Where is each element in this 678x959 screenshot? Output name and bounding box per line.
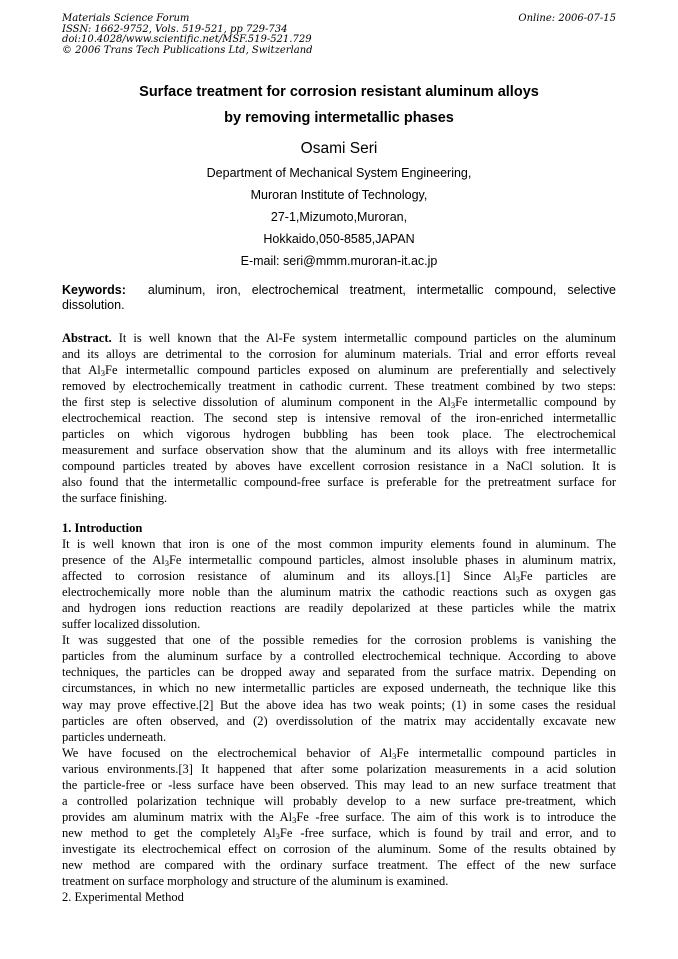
section-heading-experimental-method: 2. Experimental Method: [62, 890, 184, 905]
affiliation-institute: Muroran Institute of Technology,: [250, 188, 428, 202]
intro-line: circumstances, in which no new intermetallic particles are exposed underneath, the technique like this: [62, 681, 616, 696]
author-email[interactable]: E-mail: seri@mmm.muroran-it.ac.jp: [240, 254, 438, 268]
intro-line: particles from the aluminum surface by a controlled electrochemical technique. According to above: [62, 649, 616, 664]
abstract-line: and its alloys are detrimental to the corrosion for aluminum materials. Trial and error efforts reveal: [62, 347, 616, 362]
abstract-line: the first step is selective dissolution of aluminum component in the $Al_3Fe$ intermetallic compound by: [62, 395, 616, 411]
intro-line: electrochemically more noble than the aluminum matrix the cathodic reactions such as oxygen gas: [62, 585, 616, 600]
abstract-label: Abstract.: [62, 331, 112, 345]
intro-line: the particle-free or -less surface have been observed. This may lead to an new surface treatment that: [62, 777, 616, 792]
issn-line: ISSN: 1662-9752, Vols. 519-521, pp 729-734: [62, 23, 288, 35]
intro-line: It is well known that iron is one of the most common impurity elements found in aluminum. The: [62, 537, 616, 552]
abstract-line: that $Al_3Fe$ intermetallic compound particles exposed on aluminum are preferentially and selectively: [62, 363, 616, 379]
intro-line: treatment on surface morphology and structure of the aluminum is examined.: [62, 874, 449, 889]
keywords-label: Keywords:: [62, 283, 126, 297]
journal-header: [62, 14, 616, 56]
doi-line[interactable]: doi:10.4028/www.scientific.net/MSF.519-521.729: [62, 34, 312, 45]
abstract-line: measurement and surface observation show that the aluminum and its alloys with free intermetallic: [62, 443, 616, 458]
intro-line: presence of the $Al_3Fe$ intermetallic compound particles, almost insoluble phases in aluminum matrix,: [62, 553, 616, 569]
intro-line: techniques, the particles can be dropped away and separated from the surface matrix. Depending on: [62, 665, 616, 680]
intro-line: investigate its electrochemical effect on corrosion of the aluminum. Some of the results obtained by: [62, 841, 616, 856]
title-line-1: Surface treatment for corrosion resistant aluminum alloys: [139, 84, 539, 100]
author-name: Osami Seri: [300, 140, 378, 157]
intro-line: new method are compared with the ordinary surface treatment. The effect of the new surface: [62, 857, 616, 872]
intro-line: affected to corrosion resistance of aluminum and its alloys.[1] Since $Al_3Fe$ particles are: [62, 569, 616, 585]
intro-line: provides am aluminum matrix with the $Al_3Fe$ -free surface. The aim of this work is to introduce the: [62, 809, 616, 825]
online-date: Online: 2006-07-15: [518, 13, 616, 24]
intro-line: way may prove effective.[2] But the above idea has two weak points; (1) in some cases the residual: [62, 697, 616, 712]
abstract-line: compound particles treated by aboves have excellent corrosion resistance in a NaCl solution. It is: [62, 459, 616, 474]
introduction-section: [62, 520, 616, 905]
abstract-line: particles on which vigorous hydrogen bubbling has been took place. The electrochemical: [62, 427, 616, 442]
abstract-line: Abstract. It is well known that the Al-Fe system intermetallic compound particles on the aluminum: [62, 331, 616, 345]
abstract-line: removed by electrochemically treatment in cathodic current. These treatment combined by two steps:: [62, 379, 616, 394]
intro-line: We have focused on the electrochemical behavior of $Al_3Fe$ intermetallic compound particles in: [62, 745, 616, 761]
intro-line: particles are often observed, and (2) overdissolution of the matrix may accidentally excavate new: [62, 713, 616, 728]
affiliation-region: Hokkaido,050-8585,JAPAN: [263, 232, 415, 246]
abstract-line: the surface finishing.: [62, 491, 168, 506]
affiliation-department: Department of Mechanical System Engineering,: [206, 166, 472, 180]
abstract: [62, 330, 616, 507]
section-heading-introduction: 1. Introduction: [62, 521, 143, 535]
affiliation: [62, 162, 616, 272]
intro-line: a controlled polarization technique will probably develop to a new surface pre-treatment, which: [62, 793, 616, 808]
title-line-2: by removing intermetallic phases: [224, 110, 454, 126]
journal-name: Materials Science Forum: [62, 13, 190, 24]
keywords: [62, 283, 616, 313]
abstract-line: also found that the intermetallic compound-free surface is preferable for the pretreatment surface for: [62, 475, 616, 490]
copyright-line: © 2006 Trans Tech Publications Ltd, Switzerland: [62, 44, 313, 56]
intro-line: particles underneath.: [62, 729, 167, 744]
paper-title: [62, 79, 616, 131]
intro-line: suffer localized dissolution.: [62, 617, 201, 632]
keywords-text: aluminum, iron, electrochemical treatment, intermetallic compound, selective dissolution.: [62, 283, 616, 312]
intro-line: It was suggested that one of the possible remedies for the corrosion problems is vanishing the: [62, 633, 616, 648]
intro-line: and hydrogen ions reduction reactions are readily depolarized at these particles while the matrix: [62, 601, 616, 616]
intro-line: new method to get the completely $Al_3Fe$ -free surface, which is found by trail and error, and to: [62, 825, 616, 841]
abstract-line: electrochemical reaction. The second step is intensive removal of the iron-enriched intermetallic: [62, 411, 616, 426]
intro-line: various environments.[3] It happened that after some polarization measurements in a acid solution: [62, 761, 616, 776]
affiliation-address: 27-1,Mizumoto,Muroran,: [270, 210, 408, 224]
